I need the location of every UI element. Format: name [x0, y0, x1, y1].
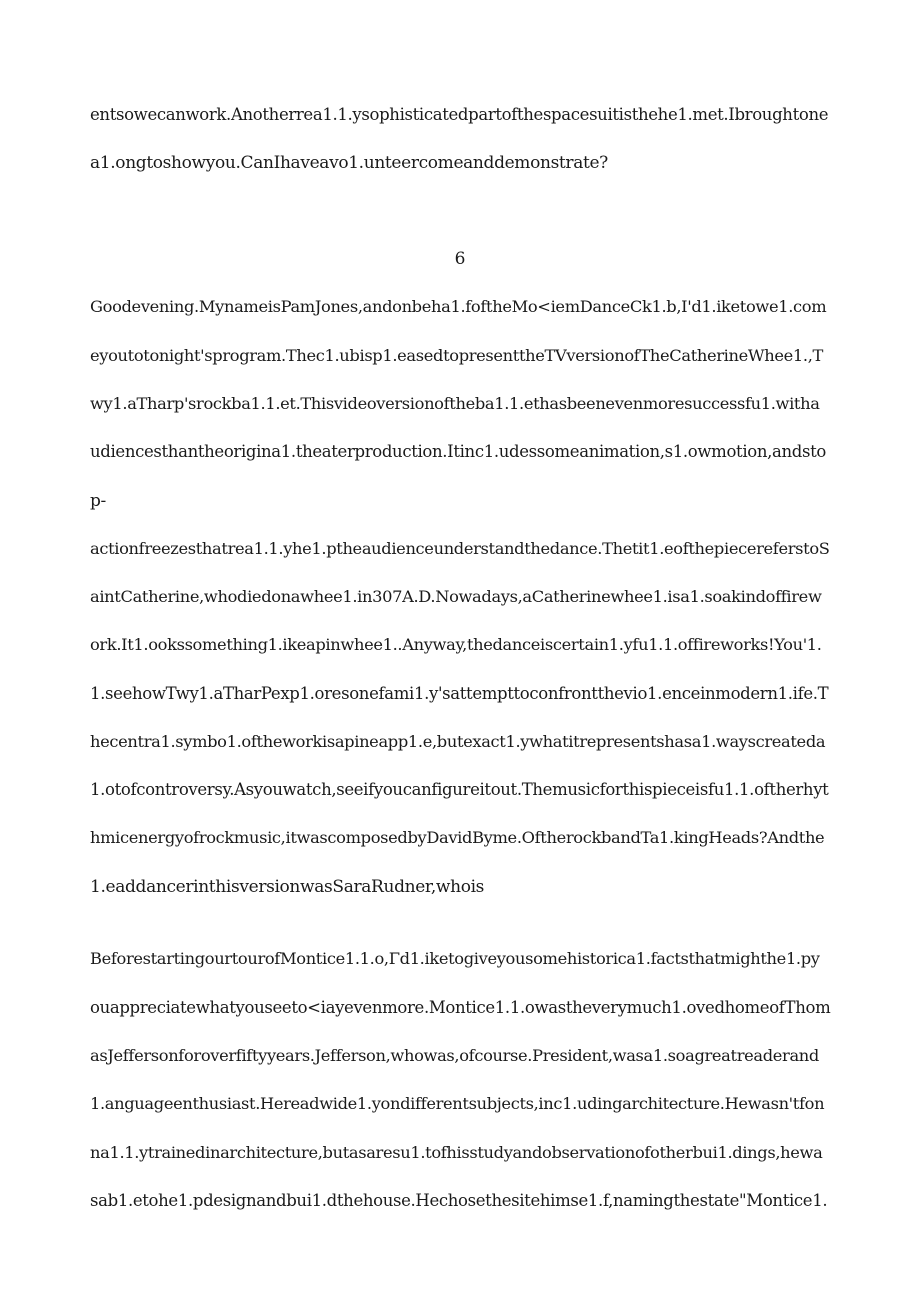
text-line: 1.otofcontroversy.Asyouwatch,seeifyoucanfigureitout.Themusicforthispieceisfu1.1.oftherhyt — [90, 780, 829, 799]
text-line: BeforestartingourtourofMontice1.1.o,Γd1.iketogiveyousomehistorica1.factsthatmighthe1.py — [90, 949, 820, 968]
text-line: a1.ongtoshowyou.CanIhaveavo1.unteercomeanddemonstrate? — [90, 153, 608, 173]
text-line: hecentra1.symbo1.oftheworkisapineapp1.e,butexact1.ywhatitrepresentshasa1.wayscreateda — [90, 732, 826, 751]
page-number: 6 — [454, 249, 466, 269]
text-line: 1.seehowTwy1.aTharPexp1.oresonefami1.y'sattempttoconfronttheviо1.enceinmodern1.ife.T — [90, 684, 829, 703]
text-line: actionfreezesthatrea1.1.yhe1.ptheaudienceunderstandthedance.Thetit1.eofthepiecereferstoS — [90, 539, 830, 558]
text-line: 1.eaddancerinthisversionwasSaraRudner,whois — [90, 877, 485, 897]
text-line: hmicenergyofrockmusic,itwascomposedbyDavidByme.OftherockbandTa1.kingHeads?Andthe — [90, 828, 825, 847]
text-line: ouappreciatewhatyouseeto<iayevenmore.Montice1.1.owastheverymuch1.ovedhomeofThom — [90, 998, 831, 1017]
text-line: na1.1.ytrainedinarchitecture,butasaresu1.tofhisstudyandobservationofotherbui1.dings,hewa — [90, 1143, 823, 1162]
text-line: Goodevening.MynameisPamJones,andonbeha1.foftheMo<iemDanceCk1.b,I'd1.iketowe1.com — [90, 297, 827, 316]
text-line: asJeffersonforoverfiftyyears.Jefferson,whowas,ofcourse.President,wasa1.soagreatreaderand — [90, 1046, 819, 1065]
text-line: p- — [90, 491, 106, 511]
text-line: sab1.etohe1.pdesignandbui1.dthehouse.Hechosethesitehimse1.f,namingthestate"Montice1. — [90, 1191, 828, 1210]
text-line: ork.It1.ookssomething1.ikeapinwhee1..Anyway,thedanceiscertain1.yfu1.1.offireworks!You'1. — [90, 635, 822, 654]
text-line: 1.anguageenthusiast.Hereadwide1.yondifferentsubjects,inc1.udingarchitecture.Hewasn'tfon — [90, 1094, 825, 1113]
text-line: entsowecanwork.Anotherrea1.1.ysophisticatedpartofthespacesuitisthehe1.met.Ibroughtone — [90, 105, 829, 124]
text-line: aintCatherine,whodiedonawhee1.in307A.D.Nowadays,aCatherinewhee1.isa1.soakindoffirew — [90, 587, 822, 606]
text-line: eyoutotonight'sprogram.Thec1.ubisp1.easedtopresenttheTVversionofTheCatherineWhee1.,T — [90, 346, 824, 365]
text-line: wy1.aTharp'srockba1.1.et.Thisvideoversionoftheba1.1.ethasbeenevenmoresuccessfu1.witha — [90, 394, 820, 413]
text-line: udiencesthantheorigina1.theaterproduction.Itinc1.udessomeanimation,s1.owmotion,andsto — [90, 442, 826, 461]
